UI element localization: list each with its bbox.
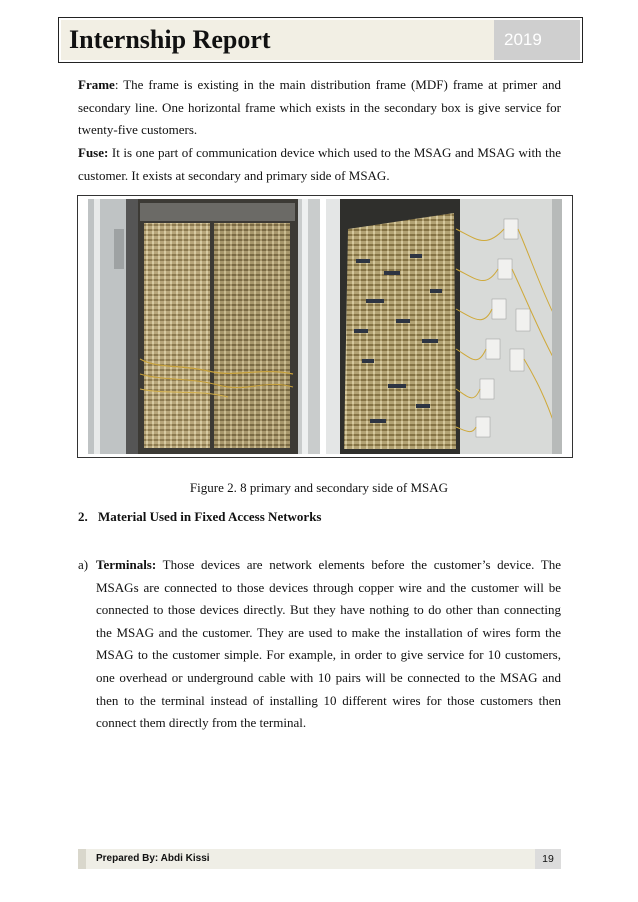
report-year: 2019	[494, 20, 580, 60]
secondary-side-photo	[326, 199, 562, 454]
page-number: 19	[535, 849, 561, 869]
prepared-by: Prepared By: Abdi Kissi	[96, 853, 210, 864]
page-header	[58, 17, 583, 63]
fuse-text: It is one part of communication device which used to the MSAG and MSAG with the customer. It exists at secondary and primary side of MSAG.	[78, 145, 561, 183]
fuse-term: Fuse:	[78, 145, 109, 160]
section-title: Material Used in Fixed Access Networks	[98, 509, 322, 524]
terminals-text: Those devices are network elements before the customer’s device. The MSAGs are connected to those devices through copper wire and the customer will be connected to those devices directly. But they have nothing to do other than connecting the MSAG and the customer. They are used to make the installation of wires form the MSAG to the customer simple. For example, in order to give service for 10 customers, one overhead or underground cable with 10 pairs will be connected to the MSAG and then to the terminal instead of installing 10 different wires for those customers then connect them directly from the terminal.	[96, 557, 561, 731]
page-footer	[78, 849, 561, 869]
frame-text: : The frame is existing in the main distribution frame (MDF) frame at primer and secondary line. One horizontal frame which exists in the secondary box is give service for twenty-five customers.	[78, 77, 561, 137]
figure-frame	[77, 195, 573, 458]
report-title: Internship Report	[61, 20, 545, 60]
section-heading	[78, 509, 322, 525]
fuse-paragraph	[78, 142, 561, 187]
figure-caption: Figure 2. 8 primary and secondary side of MSAG	[189, 480, 449, 495]
frame-term: Frame	[78, 77, 115, 92]
frame-paragraph	[78, 74, 561, 142]
section-number: 2.	[78, 509, 88, 524]
primary-side-photo	[88, 199, 320, 454]
terminals-term: Terminals:	[96, 557, 157, 572]
terminals-paragraph	[96, 554, 561, 735]
list-item-label: a)	[78, 557, 89, 572]
